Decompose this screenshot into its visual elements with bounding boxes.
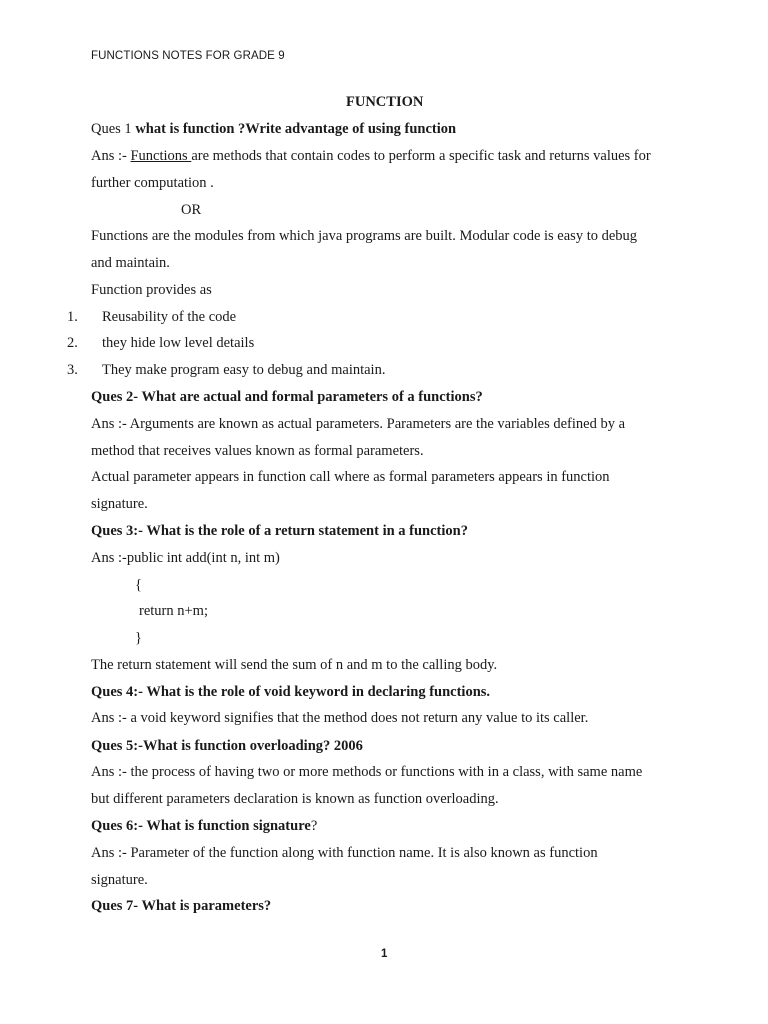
answer-2-line-4: signature. — [91, 496, 148, 512]
list-item-number: 3. — [67, 362, 78, 378]
question-1-prefix: Ques 1 — [91, 121, 136, 137]
question-6-text: Ques 6:- What is function signature — [91, 818, 311, 834]
question-5: Ques 5:-What is function overloading? 2006 — [91, 738, 363, 754]
answer-6-line-2: signature. — [91, 872, 148, 888]
question-6-mark: ? — [310, 818, 318, 834]
answer-2-line-3: Actual parameter appears in function call where as formal parameters appears in function — [91, 469, 610, 485]
answer-1-prefix: Ans :- — [91, 148, 131, 164]
answer-1-line-1 — [91, 147, 651, 165]
question-6 — [91, 817, 317, 835]
answer-1-underlined-term: Functions — [130, 148, 192, 164]
answer-1-alt-line-1: Functions are the modules from which java programs are built. Modular code is easy to debug — [91, 228, 638, 244]
code-close-brace: } — [135, 630, 142, 646]
or-separator: OR — [181, 202, 202, 218]
code-return-line: return n+m; — [139, 603, 208, 619]
document-header: FUNCTIONS NOTES FOR GRADE 9 — [91, 50, 285, 62]
answer-5-line-1: Ans :- the process of having two or more methods or functions with in a class, with same name — [91, 764, 643, 780]
answer-6-line-1: Ans :- Parameter of the function along with function name. It is also known as function — [91, 845, 598, 861]
answer-2-line-1: Ans :- Arguments are known as actual parameters. Parameters are the variables defined by a — [91, 416, 626, 432]
code-open-brace: { — [135, 577, 142, 593]
answer-1-alt-line-2: and maintain. — [91, 255, 170, 271]
list-item: They make program easy to debug and maintain. — [102, 362, 386, 378]
list-item: Reusability of the code — [102, 309, 237, 325]
answer-3-explanation: The return statement will send the sum of n and m to the calling body. — [91, 657, 498, 673]
function-provides-label: Function provides as — [91, 282, 212, 298]
code-line-1: Ans :-public int add(int n, int m) — [91, 550, 280, 566]
answer-2-line-2: method that receives values known as formal parameters. — [91, 443, 424, 459]
list-item-number: 2. — [67, 335, 78, 351]
question-7: Ques 7- What is parameters? — [91, 898, 272, 914]
list-item-number: 1. — [67, 309, 78, 325]
question-2: Ques 2- What are actual and formal parameters of a functions? — [91, 389, 483, 405]
question-3: Ques 3:- What is the role of a return statement in a function? — [91, 523, 468, 539]
question-4: Ques 4:- What is the role of void keyword in declaring functions. — [91, 684, 491, 700]
question-1-text: what is function ?Write advantage of using function — [135, 121, 457, 137]
answer-5-line-2: but different parameters declaration is known as function overloading. — [91, 791, 499, 807]
answer-1-line-2: further computation . — [91, 175, 214, 191]
page-number: 1 — [381, 948, 388, 960]
page-title: FUNCTION — [346, 94, 424, 110]
question-1 — [91, 120, 456, 138]
answer-4: Ans :- a void keyword signifies that the method does not return any value to its caller. — [91, 710, 589, 726]
answer-1-rest: are methods that contain codes to perform a specific task and returns values for — [191, 148, 651, 164]
list-item: they hide low level details — [102, 335, 255, 351]
